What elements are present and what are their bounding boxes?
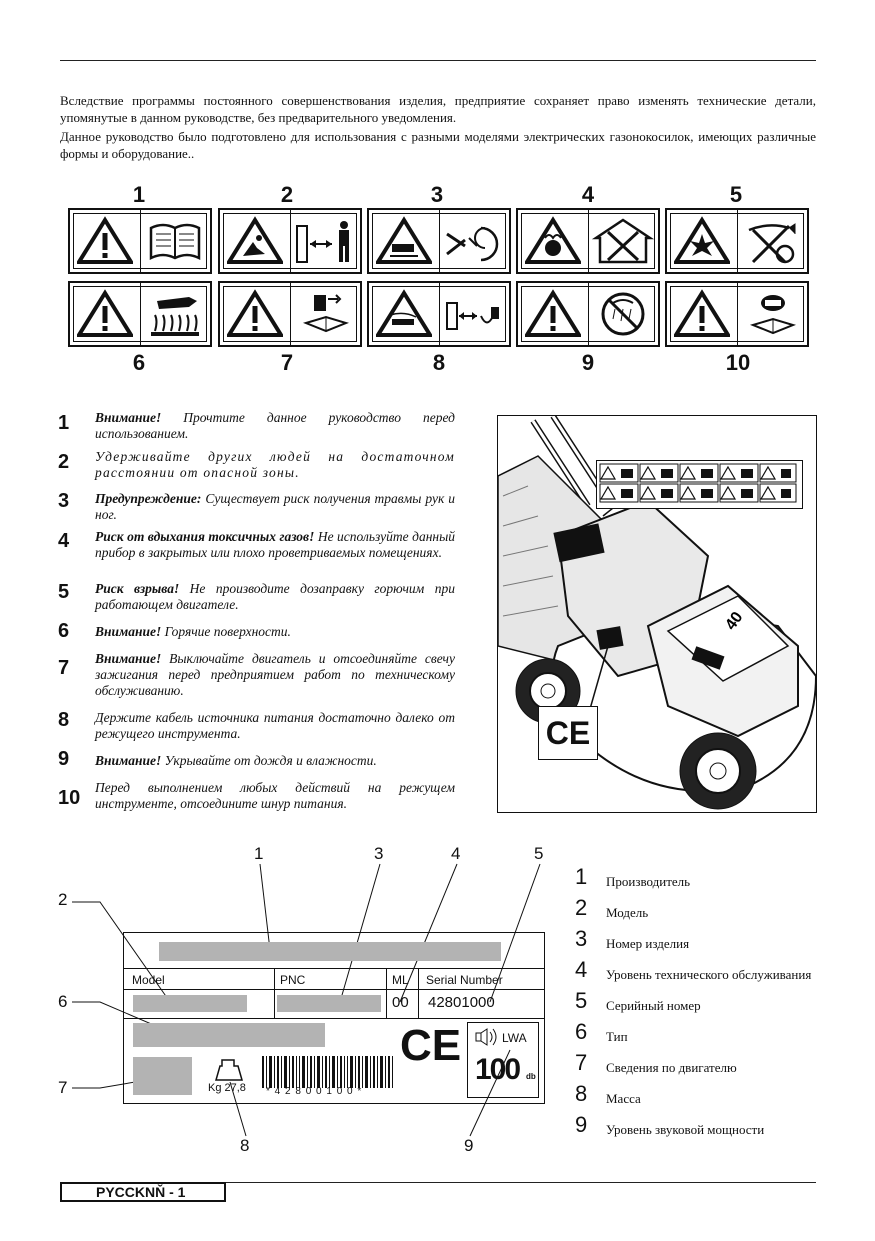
plate-divider-3 (274, 968, 275, 1018)
legend-number-7: 7 (575, 1050, 588, 1075)
legend-text-8: Масса (606, 1091, 641, 1106)
legend-text-4: Уровень технического обслуживания (606, 967, 812, 982)
legend-number-3: 3 (575, 926, 588, 951)
plate-callout-7: 7 (58, 1078, 68, 1097)
plate-callout-5: 5 (534, 844, 544, 863)
warning-body-10: Перед выполнением любых действий на режущем инструменте, отсоедините шнур питания. (95, 780, 455, 811)
grid-number-6: 6 (132, 350, 146, 375)
warning-bold-4: Риск от вдыхания токсичных газов! (95, 529, 315, 544)
warning-bold-3: Предупреждение: (95, 491, 202, 506)
plate-callout-1: 1 (254, 844, 264, 863)
pnc-field (277, 995, 381, 1012)
legend-number-4: 4 (575, 957, 588, 982)
legend-number-5: 5 (575, 988, 588, 1013)
lwa-label: LWA (502, 1031, 527, 1045)
legend-text-5: Серийный номер (606, 998, 701, 1013)
warning-body-7: Выключайте двигатель и отсоединяйте свечу зажигания перед предприятием работ по техническому обслуживанию. (95, 651, 455, 698)
warning-number-10: 10 (58, 787, 81, 809)
warning-body-1: Прочтите данное руководство перед использованием. (95, 410, 455, 441)
mower-ce-mark: CE (538, 706, 598, 760)
legend-number-9: 9 (575, 1112, 588, 1137)
warning-bold-9: Внимание! (95, 753, 162, 768)
plate-divider-5 (418, 968, 419, 1018)
warning-bold-6: Внимание! (95, 624, 162, 639)
legend-text-9: Уровень звуковой мощности (606, 1122, 765, 1137)
type-field (133, 1023, 325, 1047)
engine-logo: 40 (722, 608, 747, 634)
warning-number-8: 8 (58, 709, 70, 731)
warning-body-8: Держите кабель источника питания достаточно далеко от режущего инструмента. (95, 710, 455, 741)
warning-number-3: 3 (58, 490, 70, 512)
grid-number-2: 2 (280, 182, 294, 207)
warning-body-5: Не производите дозаправку горючим при работающем двигателе. (95, 581, 455, 612)
legend-number-2: 2 (575, 895, 588, 920)
warning-body-6: Горячие поверхности. (161, 624, 291, 639)
plate-ce-mark: CE (400, 1021, 462, 1070)
sound-power-box (467, 1022, 539, 1098)
page-footer-label: PYCCKNŇ - 1 (60, 1182, 226, 1202)
plate-callout-8: 8 (240, 1136, 250, 1155)
legend-text-2: Модель (606, 905, 649, 920)
speaker-icon (474, 1027, 498, 1047)
warning-bold-1: Внимание! (95, 410, 162, 425)
intro-paragraph-2: Данное руководство было подготовлено для использования с разными моделями электрических газонокосилок, имеющих различные формы и оборудование.. (60, 129, 816, 161)
warning-number-2: 2 (58, 451, 70, 473)
grid-number-10: 10 (725, 350, 751, 375)
engine-info-field (133, 1057, 192, 1095)
grid-number-8: 8 (432, 350, 446, 375)
legend-number-8: 8 (575, 1081, 588, 1106)
serial-label: Serial Number (426, 973, 503, 987)
warning-body-4: Не используйте данный прибор в закрытых или плохо проветриваемых помещениях. (95, 529, 455, 560)
grid-number-1: 1 (132, 182, 146, 207)
legend-text-7: Сведения по двигателю (606, 1060, 737, 1075)
sound-unit: db (526, 1072, 536, 1081)
grid-number-5: 5 (729, 182, 743, 207)
warning-number-9: 9 (58, 748, 70, 770)
plate-callout-9: 9 (464, 1136, 474, 1155)
intro-paragraph-1: Вследствие программы постоянного совершенствования изделия, предприятие сохраняет право изменять технические детали, упомянутые в данном руководстве, без предварительного уведомления. (60, 93, 816, 125)
legend-number-6: 6 (575, 1019, 588, 1044)
warning-body-9: Укрывайте от дождя и влажности. (161, 753, 377, 768)
warning-number-7: 7 (58, 657, 70, 679)
model-label: Model (132, 973, 165, 987)
serial-value: 42801000 (428, 994, 495, 1011)
pnc-label: PNC (280, 973, 306, 987)
grid-number-4: 4 (581, 182, 595, 207)
weight-icon (214, 1058, 244, 1082)
grid-number-7: 7 (280, 350, 294, 375)
legend-text-1: Производитель (606, 874, 691, 889)
plate-divider-4 (386, 968, 387, 1018)
warning-number-1: 1 (58, 412, 70, 434)
legend-text-3: Номер изделия (606, 936, 690, 951)
legend-number-1: 1 (575, 864, 588, 889)
plate-callout-2: 2 (58, 890, 68, 909)
grid-number-3: 3 (430, 182, 444, 207)
warning-body-3: Существует риск получения травмы рук и ног. (95, 491, 455, 522)
legend-text-6: Тип (606, 1029, 628, 1044)
warning-number-5: 5 (58, 581, 70, 603)
warning-number-6: 6 (58, 620, 70, 642)
model-field (133, 995, 247, 1012)
warning-bold-5: Риск взрыва! (95, 581, 180, 596)
ml-value: 00 (392, 994, 409, 1011)
plate-callout-4: 4 (451, 844, 461, 863)
weight-value: Kg 27,8 (208, 1082, 246, 1094)
plate-divider-2 (123, 1018, 545, 1019)
warning-body-2: Удерживайте других людей на достаточном расстоянии от опасной зоны. (95, 449, 455, 480)
warning-bold-7: Внимание! (95, 651, 162, 666)
sound-value: 100 (475, 1053, 520, 1086)
plate-divider (123, 968, 545, 969)
warning-number-4: 4 (58, 530, 70, 552)
manufacturer-field (159, 942, 501, 961)
ml-label: ML (392, 973, 409, 987)
barcode-text: * 4 2 8 0 0 1 0 0 * (266, 1086, 363, 1097)
grid-number-9: 9 (581, 350, 595, 375)
barcode-icon (262, 1056, 396, 1088)
plate-divider-6 (123, 989, 545, 990)
plate-callout-6: 6 (58, 992, 68, 1011)
plate-callout-3: 3 (374, 844, 384, 863)
